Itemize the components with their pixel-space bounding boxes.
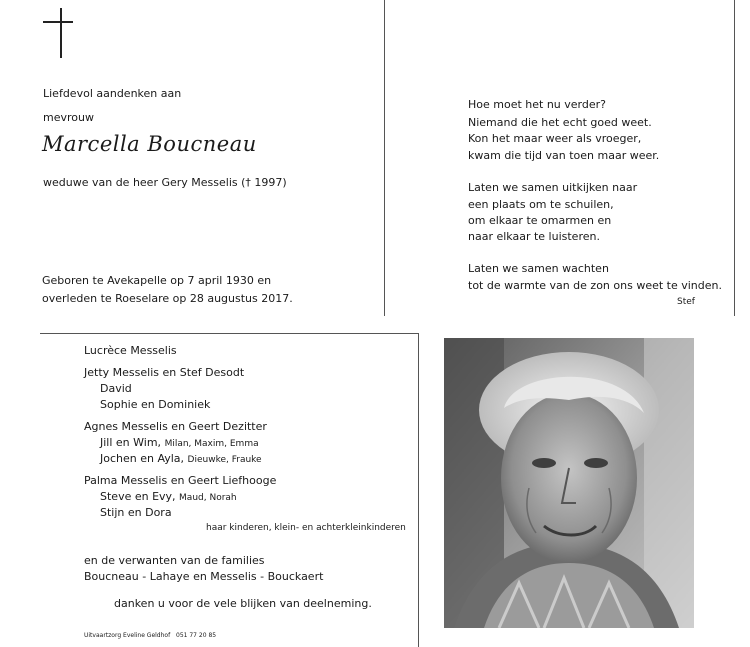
family-couple: Jill en Wim,: [100, 436, 162, 449]
bottom-left-panel-edge: [418, 334, 419, 647]
poem-line: Niemand die het echt goed weet.: [468, 116, 652, 129]
undertaker-phone: 051 77 20 85: [176, 632, 217, 639]
poem-line: Laten we samen uitkijken naar: [468, 181, 638, 194]
undertaker-text: Uitvaartzorg Eveline Geldhof: [84, 632, 171, 639]
family-children: Maud, Norah: [179, 493, 237, 503]
intro-text: Liefdevol aandenken aan: [43, 87, 182, 100]
poem-line: een plaats om te schuilen,: [468, 198, 614, 211]
family-member: Palma Messelis en Geert Liefhooge: [84, 474, 277, 487]
family-member: Sophie en Dominiek: [100, 398, 211, 411]
family-role-text: haar kinderen, klein- en achterkleinkinderen: [206, 523, 406, 533]
family-member: [100, 490, 237, 505]
died-text: overleden te Roeselare op 28 augustus 2017.: [42, 292, 293, 305]
poem-author: Stef: [677, 297, 695, 307]
family-member: Lucrèce Messelis: [84, 344, 177, 357]
family-member: [100, 452, 262, 467]
poem-line: Laten we samen wachten: [468, 262, 609, 275]
deceased-name: Marcella Boucneau: [42, 132, 257, 156]
family-member: David: [100, 382, 132, 395]
family-member: [100, 436, 259, 451]
portrait-image: [444, 338, 694, 628]
salutation-text: mevrouw: [43, 111, 94, 124]
family-member: Stijn en Dora: [100, 506, 172, 519]
poem-line: Kon het maar weer als vroeger,: [468, 132, 642, 145]
poem-line: tot de warmte van de zon ons weet te vinden.: [468, 279, 722, 292]
widow-text: weduwe van de heer Gery Messelis († 1997): [43, 176, 287, 189]
poem-line: Hoe moet het nu verder?: [468, 98, 606, 111]
family-member: Agnes Messelis en Geert Dezitter: [84, 420, 267, 433]
family-children: Dieuwke, Frauke: [187, 455, 262, 465]
poem-line: kwam die tijd van toen maar weer.: [468, 149, 660, 162]
top-left-panel-edge: [384, 0, 385, 316]
family-children: Milan, Maxim, Emma: [164, 439, 259, 449]
born-text: Geboren te Avekapelle op 7 april 1930 en: [42, 274, 272, 287]
poem-line: naar elkaar te luisteren.: [468, 230, 600, 243]
portrait-photo: [444, 338, 694, 628]
family-couple: Steve en Evy,: [100, 490, 176, 503]
bottom-left-panel-top: [40, 333, 419, 334]
thanks-text: danken u voor de vele blijken van deelneming.: [114, 597, 372, 610]
families-text: Boucneau - Lahaye en Messelis - Bouckaert: [84, 570, 324, 583]
family-member: Jetty Messelis en Stef Desodt: [84, 366, 245, 379]
family-couple: Jochen en Ayla,: [100, 452, 185, 465]
relatives-text: en de verwanten van de families: [84, 554, 265, 567]
top-right-panel-edge: [734, 0, 735, 316]
poem-line: om elkaar te omarmen en: [468, 214, 612, 227]
